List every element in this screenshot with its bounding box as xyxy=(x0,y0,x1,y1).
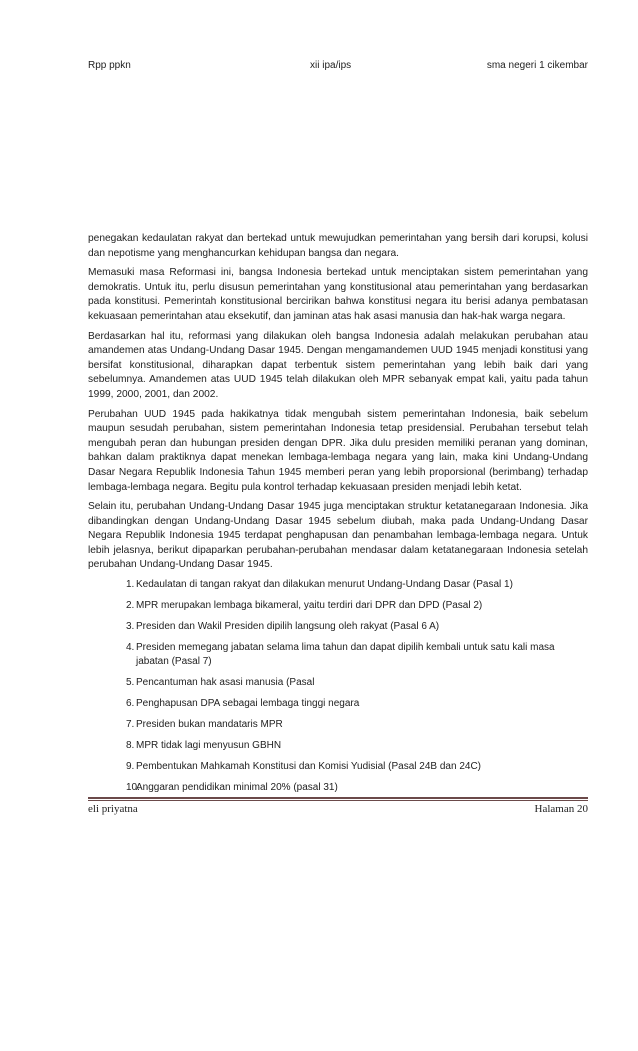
list-number: 8. xyxy=(126,740,135,752)
list-text: Presiden bukan mandataris MPR xyxy=(136,719,283,731)
list-text: Pencantuman hak asasi manusia (Pasal xyxy=(136,677,315,689)
list-item xyxy=(88,620,588,634)
list-number: 4. xyxy=(126,642,135,654)
page-number: Halaman 20 xyxy=(534,803,588,815)
list-number: 2. xyxy=(126,600,135,612)
list-number: 1. xyxy=(126,579,135,591)
list-text: MPR merupakan lembaga bikameral, yaitu terdiri dari DPR dan DPD (Pasal 2) xyxy=(136,600,483,612)
list-item xyxy=(88,599,588,613)
list-text: Anggaran pendidikan minimal 20% (pasal 31) xyxy=(136,782,338,794)
list-item xyxy=(88,697,588,711)
paragraph: Berdasarkan hal itu, reformasi yang dilakukan oleh bangsa Indonesia adalah melakukan perubahan atau amandemen atas Undang-Undang Dasar 1945. Dengan mengamandemen UUD 1945 menjadi konstitusi yang bersifat konstitusional, diharapkan dapat terbentuk sistem pemerintahan yang lebih baik dari yang sebelumnya. Amandemen atas UUD 1945 telah dilakukan oleh MPR sebanyak empat kali, yaitu pada tahun 1999, 2000, 2001, dan 2002. xyxy=(88,330,588,400)
document-body xyxy=(88,232,588,802)
list-item xyxy=(88,760,588,774)
paragraph: Selain itu, perubahan Undang-Undang Dasar 1945 juga menciptakan struktur ketatanegaraan Indonesia. Jika dibandingkan dengan Undang-Undang Dasar 1945 sebelum diubah, maka pada Undang-Undang Dasar Negara Republik Indonesia 1945 terdapat penghapusan dan penambahan lembaga-lembaga negara. Untuk lebih jelasnya, berikut dipaparkan perubahan-perubahan mendasar dalam ketatanegaraan Indonesia setelah perubahan Undang-Undang Dasar 1945. xyxy=(88,501,588,571)
list-text: Pembentukan Mahkamah Konstitusi dan Komisi Yudisial (Pasal 24B dan 24C) xyxy=(136,761,482,773)
list-item xyxy=(88,641,588,669)
list-item xyxy=(88,718,588,732)
footer-divider xyxy=(88,797,588,799)
page-footer xyxy=(88,803,588,819)
footer-divider-thin xyxy=(88,800,588,801)
list-text: Presiden dan Wakil Presiden dipilih langsung oleh rakyat (Pasal 6 A) xyxy=(136,621,440,633)
list-number: 6. xyxy=(126,698,135,710)
header-right: sma negeri 1 cikembar xyxy=(486,60,588,71)
numbered-list xyxy=(88,578,588,795)
list-item xyxy=(88,781,588,795)
page-header xyxy=(88,60,588,76)
paragraph: Memasuki masa Reformasi ini, bangsa Indonesia bertekad untuk menciptakan sistem pemerintahan yang demokratis. Untuk itu, perlu disusun pemerintahan yang konstitusional atau pemerintahan yang berdasarkan pada konstitusi. Pemerintah konstitusional bercirikan bahwa konstitusi negara itu berisi adanya pembatasan kekuasaan pemerintahan atau eksekutif, dan jaminan atas hak asasi manusia dan hak-hak warga negara. xyxy=(88,267,588,322)
list-item xyxy=(88,676,588,690)
paragraph: Perubahan UUD 1945 pada hakikatnya tidak mengubah sistem pemerintahan Indonesia, baik sebelum maupun sesudah perubahan, sistem pemerintahan Indonesia tetap presidensial. Perubahan tersebut telah mengubah peran dan hubungan presiden dengan DPR. Jika dulu presiden memiliki peranan yang dominan, bahkan dalam praktiknya dapat menekan lembaga-lembaga negara yang lain, maka kini Undang-Undang Dasar Negara Republik Indonesia Tahun 1945 memberi peran yang lebih proporsional (berimbang) terhadap lembaga-lembaga negara. Begitu pula kontrol terhadap kekuasaan presiden menjadi lebih ketat. xyxy=(88,408,588,493)
list-number: 3. xyxy=(126,621,135,633)
header-center: xii ipa/ips xyxy=(310,60,352,71)
list-text: Presiden memegang jabatan selama lima tahun dan dapat dipilih kembali untuk satu kali masa jabatan (Pasal 7) xyxy=(136,642,555,668)
list-item xyxy=(88,578,588,592)
list-number: 10. xyxy=(126,782,140,794)
list-text: Kedaulatan di tangan rakyat dan dilakukan menurut Undang-Undang Dasar (Pasal 1) xyxy=(136,579,513,591)
list-number: 5. xyxy=(126,677,135,689)
list-number: 9. xyxy=(126,761,135,773)
list-number: 7. xyxy=(126,719,135,731)
list-text: MPR tidak lagi menyusun GBHN xyxy=(136,740,282,752)
list-text: Penghapusan DPA sebagai lembaga tinggi negara xyxy=(136,698,360,710)
paragraph: penegakan kedaulatan rakyat dan bertekad untuk mewujudkan pemerintahan yang bersih dari korupsi, kolusi dan nepotisme yang menghancurkan kehidupan bangsa dan negara. xyxy=(88,233,588,259)
list-item xyxy=(88,739,588,753)
footer-author: eli priyatna xyxy=(88,803,138,815)
header-left: Rpp ppkn xyxy=(88,60,131,71)
